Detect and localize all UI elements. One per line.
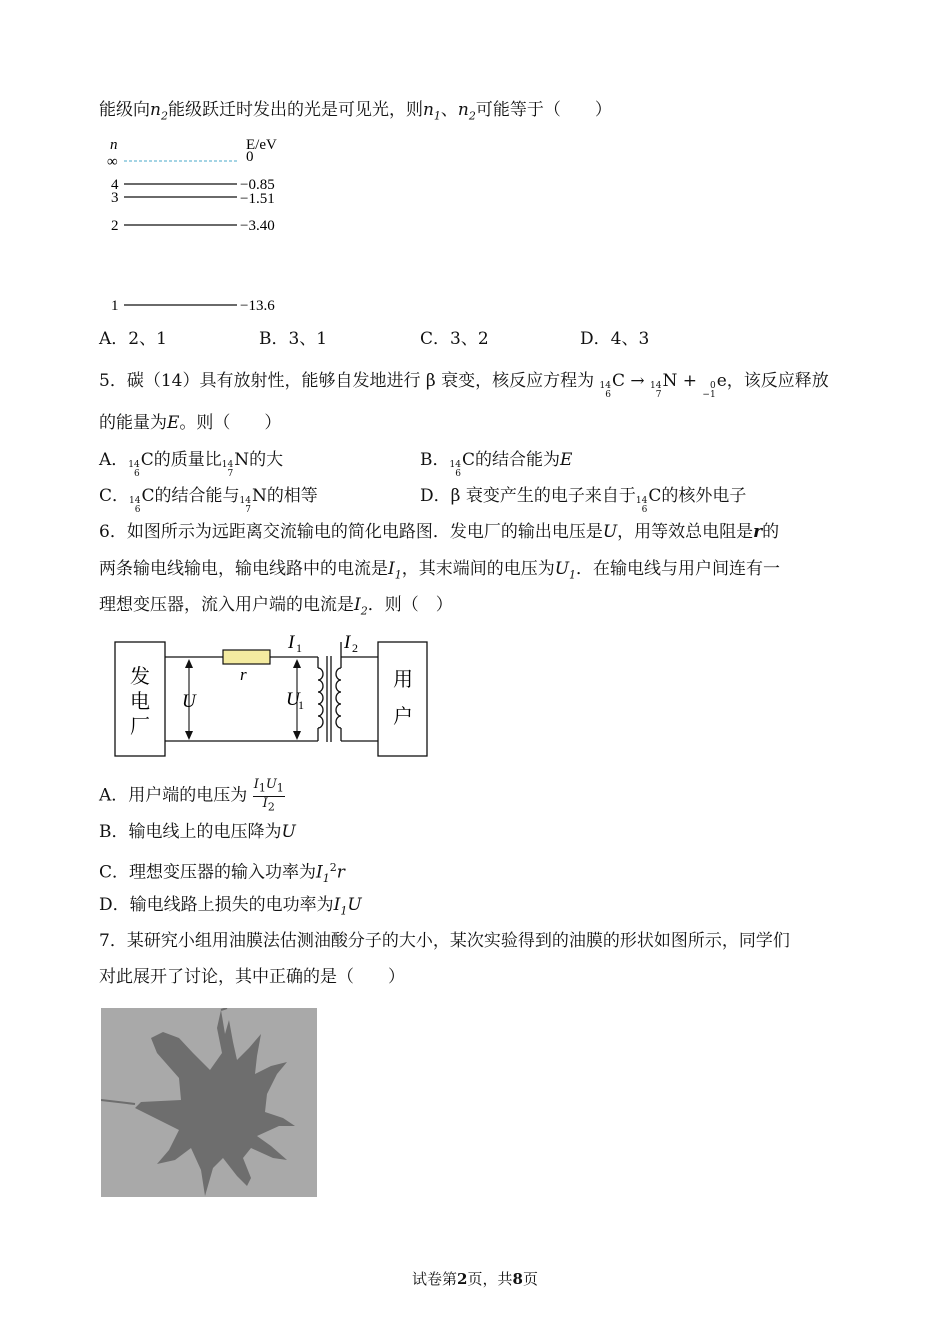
svg-text:户: 户 [393,706,413,728]
level-3-e-text: −1.51 [240,191,275,207]
q4-option-a[interactable]: A．2、1 [99,329,167,349]
q6-option-b[interactable]: B．输电线上的电压降为U [99,822,296,842]
svg-text:r: r [240,665,247,684]
svg-text:用: 用 [393,669,413,691]
level-4-n: 4 [111,177,119,193]
q7-stem-line1: 7．某研究小组用油膜法估测油酸分子的大小，某次实验得到的油膜的形状如图所示，同学们 [99,931,790,951]
svg-text:I: I [344,632,351,653]
q5-option-c[interactable]: C． 14 6 C的结合能与 14 7 N的相等 [99,486,318,515]
electron: 0 −1 e [702,371,727,400]
q4-stem: 能级向$n_2$能级跃迁时发出的光是可见光，则$n_1$、$n_2$可能等于（ ） [99,100,612,123]
q4-option-c[interactable]: C．3、2 [420,329,489,349]
e-axis-label: E/eV [246,137,277,153]
q7-stem-line2: 对此展开了讨论，其中正确的是（ ） [99,967,405,987]
svg-text:1: 1 [296,641,302,655]
svg-text:1: 1 [298,698,304,712]
q6-option-c[interactable]: C．理想变压器的输入功率为$I_1^2r$ [99,861,345,886]
level-inf-n: ∞ [107,154,118,170]
q6-option-a[interactable]: A．用户端的电压为 $\frac{I_1U_1}{I_2}$ [99,777,284,814]
svg-text:U: U [286,689,300,710]
secondary-coil [336,668,341,728]
page-footer: 试卷第2页，共8页 [412,1270,538,1288]
level-4-e: −0.85 [240,177,275,193]
energy-level-diagram [100,132,300,317]
q5-option-b[interactable]: B． 14 6 C的结合能为E [420,450,573,479]
q6-stem-line1: 6．如图所示为远距离交流输电的简化电路图．发电厂的输出电压是U，用等效总电阻是r的 [99,522,780,542]
level-2-e: −3.40 [240,218,275,234]
circuit-diagram [112,628,432,760]
q5-stem-line2: 的能量为E。则（ ） [99,413,282,433]
q6-option-d[interactable]: D．输电线路上损失的电功率为$I_1U$ [99,895,362,918]
q5-stem-line1: 5．碳（14）具有放射性，能够自发地进行 β 衰变，核反应方程为 14 6 C → 14 7 N + 0 −1 e，该反应释放 [99,371,829,400]
q6-stem-line3: 理想变压器，流入用户端的电流是$I_2$．则（ ） [99,595,453,618]
resistor-r [223,650,270,664]
fraction-i1u1-over-i2: $\frac{I_1U_1}{I_2}$ [253,777,284,814]
level-2-n: 2 [111,218,119,234]
svg-text:发: 发 [130,666,150,688]
q5-option-a[interactable]: A． 14 6 C的质量比 14 7 N的大 [99,450,284,479]
n-axis-label: n [110,137,118,153]
user-box [378,642,427,756]
q4-option-d[interactable]: D．4、3 [580,329,650,349]
svg-text:电: 电 [130,691,150,713]
q5-option-d[interactable]: D．β 衰变产生的电子来自于 14 6 C的核外电子 [420,486,747,515]
nuclide-c14: 14 6 C [599,371,625,400]
oil-film-photo [101,1008,317,1197]
svg-text:2: 2 [352,641,358,655]
nuclide-n14: 14 7 N [650,371,678,400]
svg-text:U: U [182,691,196,712]
q6-stem-line2: 两条输电线输电，输电线路中的电流是$I_1$，其末端间的电压为$U_1$．在输电线与用户间连有一 [99,559,781,582]
level-3-n: 3 [111,190,119,206]
svg-text:厂: 厂 [130,716,150,738]
svg-text:I: I [288,632,295,653]
level-inf-e: 0 [246,149,254,165]
level-1-n: 1 [111,298,119,314]
q4-option-b[interactable]: B．3、1 [259,329,328,349]
primary-coil [318,668,323,728]
level-1-e: −13.6 [240,298,275,314]
